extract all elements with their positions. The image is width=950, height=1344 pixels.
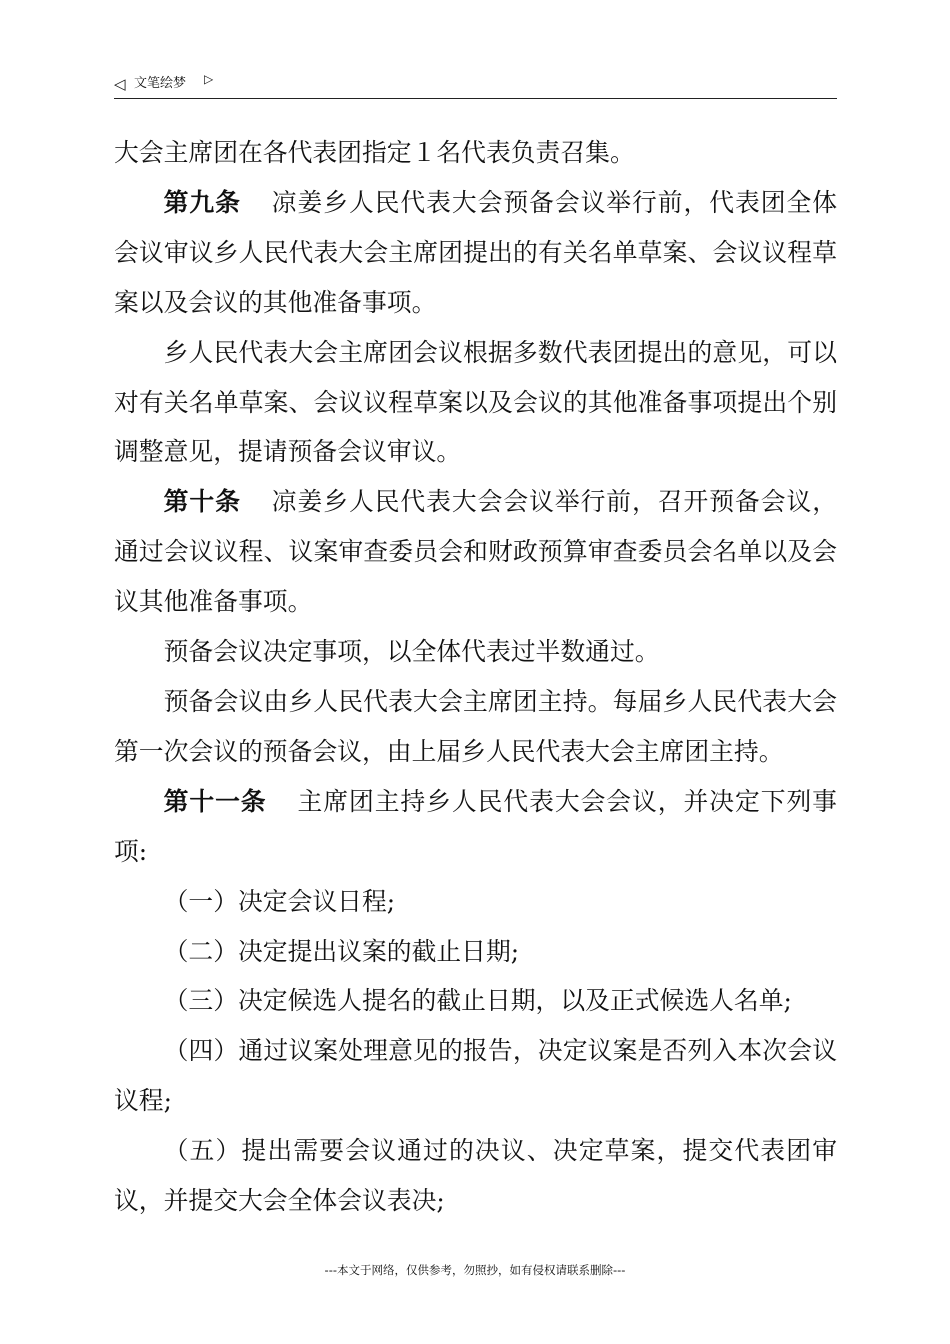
list-item-text: （二）决定提出议案的截止日期;: [163, 936, 520, 966]
document-body: [114, 128, 837, 1226]
paragraph-text: 主席团主持乡人民代表大会会议，并决定下列事项:: [114, 786, 837, 866]
article-10: [114, 477, 837, 627]
paragraph: [114, 677, 837, 777]
list-item: [114, 877, 837, 927]
paragraph: [114, 128, 837, 178]
article-11: [114, 777, 837, 877]
list-item: [114, 1026, 837, 1126]
list-item-text: （四）通过议案处理意见的报告，决定议案是否列入本次会议议程;: [114, 1036, 837, 1116]
list-item-text: （五）提出需要会议通过的决议、决定草案，提交代表团审议，并提交大会全体会议表决;: [114, 1136, 837, 1216]
list-item: [114, 927, 837, 977]
list-item-text: （一）决定会议日程;: [163, 886, 396, 916]
article-number: 第十条: [163, 487, 241, 517]
paragraph: [114, 328, 837, 478]
page-footer: ---本文于网络，仅供参考，勿照抄，如有侵权请联系删除---: [324, 1263, 626, 1277]
article-9: [114, 178, 837, 328]
paragraph: [114, 627, 837, 677]
triangle-right-icon: ▷: [204, 72, 214, 86]
triangle-left-icon: ◁: [114, 75, 126, 93]
article-number: 第九条: [163, 187, 241, 217]
page-header: [114, 72, 837, 99]
paragraph-text: 凉姜乡人民代表大会会议举行前，召开预备会议，通过会议议程、议案审查委员会和财政预算审查委员会名单以及会议其他准备事项。: [114, 487, 837, 617]
article-number: 第十一条: [163, 786, 267, 816]
header-brand: 文笔绘梦: [134, 76, 187, 91]
list-item: [114, 976, 837, 1026]
list-item: [114, 1126, 837, 1226]
list-item-text: （三）决定候选人提名的截止日期，以及正式候选人名单;: [163, 986, 792, 1016]
paragraph-text: 乡人民代表大会主席团会议根据多数代表团提出的意见，可以对有关名单草案、会议议程草案以及会议的其他准备事项提出个别调整意见，提请预备会议审议。: [114, 337, 837, 467]
paragraph-text: 预备会议决定事项，以全体代表过半数通过。: [163, 637, 660, 667]
paragraph-text: 大会主席团在各代表团指定１名代表负责召集。: [114, 138, 635, 167]
paragraph-text: 预备会议由乡人民代表大会主席团主持。每届乡人民代表大会第一次会议的预备会议，由上届乡人民代表大会主席团主持。: [114, 686, 837, 766]
paragraph-text: 凉姜乡人民代表大会预备会议举行前，代表团全体会议审议乡人民代表大会主席团提出的有关名单草案、会议议程草案以及会议的其他准备事项。: [114, 187, 837, 317]
